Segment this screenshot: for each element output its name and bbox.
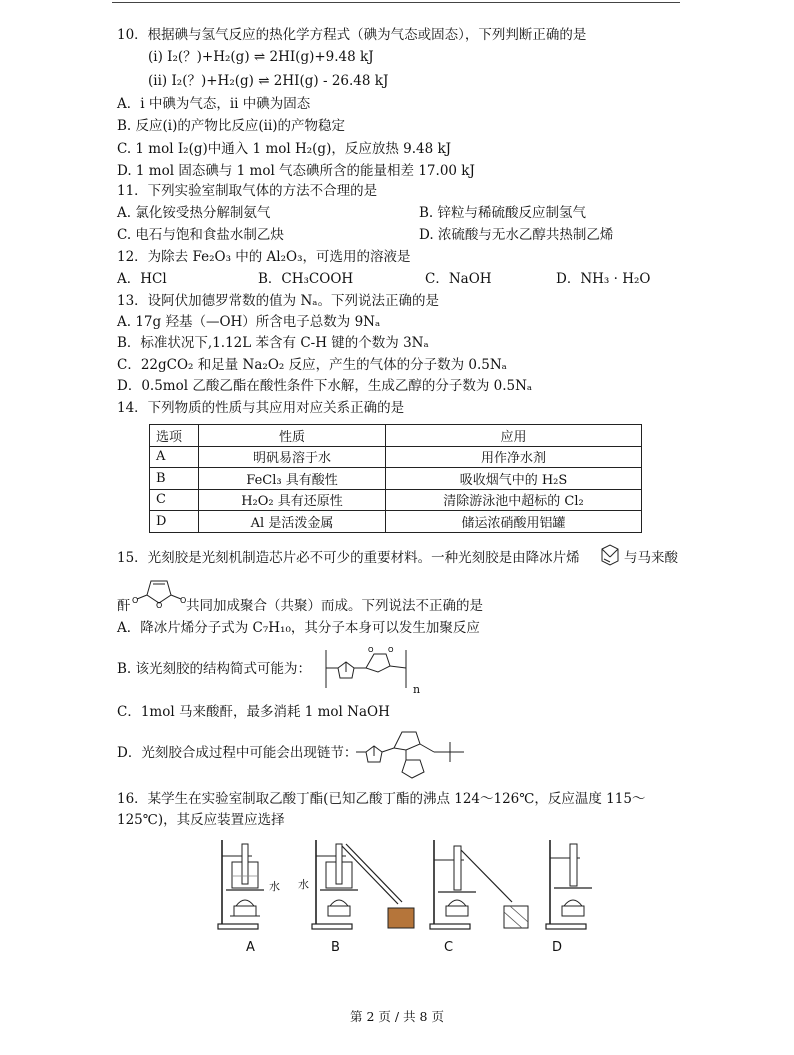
apparatus-label-a: A bbox=[246, 940, 255, 955]
table-header-row bbox=[150, 425, 642, 447]
oxygen-label: O bbox=[368, 646, 374, 654]
q15-stem-line-2b: 共同加成聚合（共聚）而成。下列说法不正确的是 bbox=[186, 598, 483, 614]
table-row bbox=[150, 446, 642, 468]
apparatus-c-icon bbox=[424, 836, 536, 932]
water-label-a: 水 bbox=[269, 880, 280, 893]
q10-option-a: A．i 中碘为气态，ii 中碘为固态 bbox=[117, 96, 311, 112]
table-header-application: 应用 bbox=[386, 425, 642, 447]
table-cell-property: H₂O₂ 具有还原性 bbox=[199, 489, 386, 511]
q10-equation-1: (i) I₂(？)+H₂(g) ⇌ 2HI(g)+9.48 kJ bbox=[148, 49, 374, 65]
polymer-subscript-n: n bbox=[413, 683, 421, 696]
oxygen-label: O bbox=[388, 646, 394, 654]
q11-option-a: A. 氯化铵受热分解制氨气 bbox=[117, 205, 271, 221]
q14-stem: 14．下列物质的性质与其应用对应关系正确的是 bbox=[117, 400, 405, 416]
table-row bbox=[150, 468, 642, 490]
oxygen-label: O bbox=[180, 596, 187, 605]
table-cell-property: FeCl₃ 具有酸性 bbox=[199, 468, 386, 490]
q11-option-d: D. 浓硫酸与无水乙醇共热制乙烯 bbox=[419, 227, 614, 243]
water-label-b: 水 bbox=[298, 878, 309, 891]
table-cell-application: 清除游泳池中超标的 Cl₂ bbox=[386, 489, 642, 511]
table-header-option: 选项 bbox=[150, 425, 199, 447]
oxygen-label: O bbox=[156, 601, 163, 609]
q12-stem: 12．为除去 Fe₂O₃ 中的 Al₂O₃，可选用的溶液是 bbox=[117, 249, 411, 265]
q13-option-b: B．标准状况下,1.12L 苯含有 C-H 键的个数为 3Nₐ bbox=[117, 335, 429, 351]
apparatus-label-c: C bbox=[444, 940, 454, 955]
q13-option-c: C．22gCO₂ 和足量 Na₂O₂ 反应，产生的气体的分子数为 0.5Nₐ bbox=[117, 357, 507, 373]
q10-option-d: D. 1 mol 固态碘与 1 mol 气态碘所含的能量相差 17.00 kJ bbox=[117, 163, 475, 179]
q12-option-b: B．CH₃COOH bbox=[258, 271, 354, 287]
q15-stem-line-1b: 与马来酸 bbox=[624, 550, 678, 566]
q10-option-c: C. 1 mol I₂(g)中通入 1 mol H₂(g)，反应放热 9.48 kJ bbox=[117, 141, 452, 157]
q12-option-c: C．NaOH bbox=[425, 271, 492, 287]
table-cell-option: C bbox=[150, 489, 199, 511]
q13-stem: 13．设阿伏加德罗常数的值为 Nₐ。下列说法正确的是 bbox=[117, 293, 439, 309]
top-rule bbox=[112, 2, 680, 3]
chain-link-structure-icon bbox=[352, 722, 470, 782]
q11-option-b: B. 锌粒与稀硫酸反应制氢气 bbox=[419, 205, 587, 221]
q13-option-a: A. 17g 羟基（—OH）所含电子总数为 9Nₐ bbox=[117, 314, 381, 330]
q15-option-d: D．光刻胶合成过程中可能会出现链节： bbox=[117, 745, 358, 761]
apparatus-d-icon bbox=[540, 836, 602, 932]
q15-option-c: C．1mol 马来酸酐，最多消耗 1 mol NaOH bbox=[117, 704, 390, 720]
q10-stem: 10．根据碘与氢气反应的热化学方程式（碘为气态或固态），下列判断正确的是 bbox=[117, 27, 587, 43]
apparatus-label-d: D bbox=[552, 940, 563, 955]
table-cell-application: 储运浓硝酸用铝罐 bbox=[386, 511, 642, 533]
q12-option-a: A．HCl bbox=[117, 271, 167, 287]
apparatus-b-icon bbox=[306, 836, 418, 932]
table-cell-option: A bbox=[150, 446, 199, 468]
table-cell-option: B bbox=[150, 468, 199, 490]
table-row bbox=[150, 489, 642, 511]
maleic-anhydride-structure-icon bbox=[131, 573, 187, 609]
table-cell-property: Al 是活泼金属 bbox=[199, 511, 386, 533]
table-cell-application: 用作净水剂 bbox=[386, 446, 642, 468]
q15-stem-line-1: 15．光刻胶是光刻机制造芯片必不可少的重要材料。一种光刻胶是由降冰片烯 bbox=[117, 550, 580, 566]
photoresist-structure-icon bbox=[322, 642, 412, 696]
apparatus-label-b: B bbox=[331, 940, 340, 955]
q15-option-a: A．降冰片烯分子式为 C₇H₁₀，其分子本身可以发生加聚反应 bbox=[117, 620, 480, 636]
table-header-property: 性质 bbox=[199, 425, 386, 447]
page-footer: 第 2 页 / 共 8 页 bbox=[350, 1009, 444, 1024]
q15-option-b: B. 该光刻胶的结构简式可能为： bbox=[117, 661, 312, 677]
q11-option-c: C. 电石与饱和食盐水制乙炔 bbox=[117, 227, 284, 243]
q15-stem-line-2a: 酐 bbox=[117, 598, 131, 614]
q10-option-b: B. 反应(i)的产物比反应(ii)的产物稳定 bbox=[117, 118, 346, 134]
q14-table bbox=[149, 424, 642, 533]
table-cell-property: 明矾易溶于水 bbox=[199, 446, 386, 468]
oxygen-label: O bbox=[132, 596, 139, 605]
table-cell-application: 吸收烟气中的 H₂S bbox=[386, 468, 642, 490]
q12-option-d: D．NH₃ · H₂O bbox=[556, 271, 651, 287]
q11-stem: 11．下列实验室制取气体的方法不合理的是 bbox=[117, 183, 378, 199]
q10-equation-2: (ii) I₂(？)+H₂(g) ⇌ 2HI(g) - 26.48 kJ bbox=[148, 73, 389, 89]
table-row bbox=[150, 511, 642, 533]
q16-stem-line-1: 16．某学生在实验室制取乙酸丁酯(已知乙酸丁酯的沸点 124～126℃，反应温度 115～ bbox=[117, 791, 646, 807]
table-cell-option: D bbox=[150, 511, 199, 533]
q16-stem-line-2: 125℃)，其反应装置应选择 bbox=[117, 812, 285, 828]
q13-option-d: D．0.5mol 乙酸乙酯在酸性条件下水解，生成乙醇的分子数为 0.5Nₐ bbox=[117, 378, 533, 394]
norbornene-structure-icon bbox=[597, 543, 623, 569]
